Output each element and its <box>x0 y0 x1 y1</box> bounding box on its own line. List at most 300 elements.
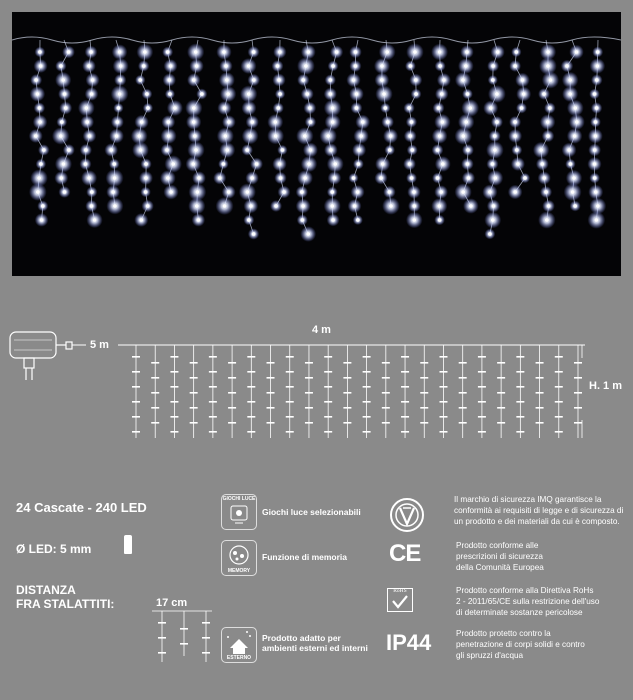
led-bulb <box>303 134 307 138</box>
diagram-led <box>516 356 524 358</box>
diagram-led <box>190 362 198 364</box>
led-bulb <box>309 148 313 152</box>
led-bulb <box>407 106 411 110</box>
diagram-led <box>382 407 390 409</box>
led-bulb <box>143 50 147 54</box>
led-bulb <box>247 106 251 110</box>
led-bulb <box>140 120 144 124</box>
diagram-led <box>536 362 544 364</box>
led-bulb <box>573 106 577 110</box>
led-bulb <box>464 120 468 124</box>
led-bulb <box>494 176 498 180</box>
diagram-led <box>363 371 371 373</box>
diagram-led <box>228 392 236 394</box>
led-bulb <box>436 148 440 152</box>
led-bulb <box>382 92 386 96</box>
diagram-led <box>478 356 486 358</box>
led-bulb <box>461 134 465 138</box>
led-bulb <box>329 92 333 96</box>
imq-text-line2: conformità ai requisiti di legge e di sicurezza di <box>454 506 624 515</box>
diagram-led <box>324 431 332 433</box>
led-bulb <box>355 106 359 110</box>
led-bulb <box>139 148 143 152</box>
led-bulb <box>465 50 469 54</box>
led-bulb <box>252 50 256 54</box>
rohs-icon-label: RoHS <box>393 588 407 594</box>
led-bulb <box>549 78 553 82</box>
diagram-led <box>343 362 351 364</box>
led-bulb <box>593 176 597 180</box>
led-bulb <box>227 120 231 124</box>
diagram-led <box>209 416 217 418</box>
led-bulb <box>40 218 44 222</box>
led-bulb <box>85 120 89 124</box>
diagram-led <box>170 416 178 418</box>
led-bulb <box>542 92 546 96</box>
diagram-led <box>516 431 524 433</box>
led-bulb <box>389 134 393 138</box>
diagram-led <box>478 401 486 403</box>
led-bulb <box>436 176 440 180</box>
power-adapter-icon <box>10 332 72 380</box>
led-bulb <box>520 106 524 110</box>
led-bulb <box>305 92 309 96</box>
led-bulb <box>468 106 472 110</box>
led-bulb <box>137 134 141 138</box>
diagram-led <box>478 431 486 433</box>
led-bulb <box>90 92 94 96</box>
led-bulb <box>139 218 143 222</box>
light-games-icon-label: GIOCHI LUCE <box>222 496 256 502</box>
led-bulb <box>118 78 122 82</box>
led-bulb <box>255 162 259 166</box>
led-bulb <box>91 78 95 82</box>
diagram-led <box>420 377 428 379</box>
diagram-led <box>555 431 563 433</box>
led-bulb <box>410 148 414 152</box>
led-bulb <box>329 78 333 82</box>
led-bulb <box>301 218 305 222</box>
led-bulb <box>329 148 333 152</box>
led-bulb <box>438 50 442 54</box>
led-bulb <box>333 162 337 166</box>
diagram-led <box>459 377 467 379</box>
led-bulb <box>354 50 358 54</box>
led-bulb <box>385 50 389 54</box>
outdoor-text-line1: Prodotto adatto per <box>262 633 341 643</box>
diagram-led <box>439 356 447 358</box>
led-bulb <box>495 120 499 124</box>
led-bulb <box>410 176 414 180</box>
led-bulb <box>461 78 465 82</box>
diagram-led <box>459 362 467 364</box>
diagram-led <box>574 407 582 409</box>
led-bulb <box>222 50 226 54</box>
led-bulb <box>521 78 525 82</box>
led-bulb <box>307 162 311 166</box>
diagram-led <box>324 386 332 388</box>
led-bulb <box>357 148 361 152</box>
led-bulb <box>113 176 117 180</box>
diagram-led <box>382 377 390 379</box>
led-bulb <box>222 162 226 166</box>
led-bulb <box>87 176 91 180</box>
diagram-led <box>420 362 428 364</box>
led-bulb <box>594 190 598 194</box>
led-bulb <box>359 134 363 138</box>
diagram-led <box>228 422 236 424</box>
diagram-led <box>228 407 236 409</box>
led-bulb <box>357 162 361 166</box>
led-bulb <box>197 218 201 222</box>
led-bulb <box>438 134 442 138</box>
diagram-led <box>151 377 159 379</box>
led-bulb <box>595 106 599 110</box>
led-bulb <box>118 50 122 54</box>
led-bulb <box>111 190 115 194</box>
led-bulb <box>596 64 600 68</box>
led-bulb <box>573 134 577 138</box>
led-bulb <box>330 204 334 208</box>
led-bulb <box>488 190 492 194</box>
diagram-led <box>363 401 371 403</box>
led-bulb <box>39 64 43 68</box>
diagram-led <box>132 356 140 358</box>
diagram-led <box>536 392 544 394</box>
led-bulb <box>63 92 67 96</box>
led-bulb <box>491 64 495 68</box>
led-bulb <box>333 176 337 180</box>
diagram-led <box>305 392 313 394</box>
led-diameter: Ø LED: 5 mm <box>16 542 92 556</box>
led-bulb <box>34 78 38 82</box>
led-bulb <box>225 78 229 82</box>
led-bulb <box>300 190 304 194</box>
led-bulb <box>548 106 552 110</box>
led-bulb <box>546 134 550 138</box>
led-bulb <box>381 162 385 166</box>
led-bulb <box>61 78 65 82</box>
diagram-led <box>170 371 178 373</box>
led-bulb <box>547 204 551 208</box>
led-bulb <box>223 106 227 110</box>
cascades-count: 24 Cascate - 240 LED <box>16 500 147 515</box>
led-bulb <box>301 78 305 82</box>
led-bulb <box>59 134 63 138</box>
led-bulb <box>112 162 116 166</box>
diagram-led <box>574 392 582 394</box>
diagram-led <box>305 422 313 424</box>
diagram-led <box>247 371 255 373</box>
led-bulb <box>408 134 412 138</box>
distance-value: 17 cm <box>156 597 188 609</box>
led-bulb <box>89 50 93 54</box>
diagram-led <box>439 371 447 373</box>
led-bulb <box>491 218 495 222</box>
led-bulb <box>90 190 94 194</box>
led-bulb <box>279 176 283 180</box>
led-bulb <box>546 64 550 68</box>
led-bulb <box>442 78 446 82</box>
led-bulb <box>245 148 249 152</box>
diagram-led <box>478 371 486 373</box>
light-games-text: Giochi luce selezionabili <box>262 507 361 517</box>
led-bulb <box>248 134 252 138</box>
led-bulb <box>567 148 571 152</box>
led-bulb <box>441 162 445 166</box>
led-bulb <box>166 50 170 54</box>
led-bulb <box>306 232 310 236</box>
led-bulb <box>388 148 392 152</box>
led-bulb <box>488 232 492 236</box>
led-bulb <box>195 204 199 208</box>
led-bulb <box>569 162 573 166</box>
led-bulb <box>41 204 45 208</box>
diagram-led <box>497 392 505 394</box>
led-bulb <box>39 162 43 166</box>
diagram-led <box>286 401 294 403</box>
diagram-led <box>343 422 351 424</box>
diagram-led <box>305 407 313 409</box>
curtain-height-label: H. 1 m <box>589 380 623 392</box>
diagram-led <box>209 356 217 358</box>
led-bulb <box>413 204 417 208</box>
rohs-text-line3: di determinate sostanze pericolose <box>456 608 583 617</box>
led-bulb <box>331 218 335 222</box>
diagram-led <box>209 386 217 388</box>
led-bulb <box>142 64 146 68</box>
led-bulb <box>356 218 360 222</box>
diagram-led <box>516 401 524 403</box>
led-bulb <box>277 106 281 110</box>
led-bulb <box>438 204 442 208</box>
diagram-led <box>151 422 159 424</box>
diagram-led <box>536 377 544 379</box>
led-bulb <box>169 190 173 194</box>
led-bulb <box>380 78 384 82</box>
led-bulb <box>593 148 597 152</box>
led-bulb <box>573 204 577 208</box>
diagram-led <box>305 377 313 379</box>
led-bulb <box>282 190 286 194</box>
led-bulb <box>60 120 64 124</box>
diagram-led <box>401 401 409 403</box>
led-bulb <box>281 148 285 152</box>
diagram-led <box>555 356 563 358</box>
led-bulb <box>469 204 473 208</box>
memory-icon-label: MEMORY <box>227 568 251 574</box>
led-bulb <box>144 176 148 180</box>
memory-text: Funzione di memoria <box>262 552 348 562</box>
led-curtain-photo <box>12 12 621 276</box>
led-bulb <box>304 64 308 68</box>
led-bulb <box>90 204 94 208</box>
led-bulb <box>247 64 251 68</box>
led-bulb <box>277 78 281 82</box>
led-bulb <box>145 92 149 96</box>
led-bulb <box>109 148 113 152</box>
led-bulb <box>192 78 196 82</box>
led-bulb <box>356 190 360 194</box>
led-bulb <box>413 50 417 54</box>
led-bulb <box>146 106 150 110</box>
led-bulb <box>36 190 40 194</box>
led-bulb <box>492 204 496 208</box>
led-bulb <box>195 64 199 68</box>
led-bulb <box>379 176 383 180</box>
led-bulb <box>575 120 579 124</box>
strand-spacing-drawing <box>150 610 220 665</box>
diagram-led <box>574 422 582 424</box>
technical-diagram <box>0 300 633 470</box>
led-bulb <box>38 106 42 110</box>
led-bulb <box>200 92 204 96</box>
led-bulb <box>575 50 579 54</box>
diagram-led <box>343 392 351 394</box>
diagram-led <box>401 356 409 358</box>
led-bulb <box>192 106 196 110</box>
diagram-led <box>497 422 505 424</box>
led-bulb <box>192 120 196 124</box>
diagram-led <box>555 386 563 388</box>
diagram-led <box>459 392 467 394</box>
led-bulb <box>568 92 572 96</box>
led-bulb <box>309 120 313 124</box>
diagram-led <box>459 422 467 424</box>
led-bulb <box>278 50 282 54</box>
diagram-led <box>267 422 275 424</box>
led-bulb <box>308 106 312 110</box>
led-bulb <box>250 120 254 124</box>
diagram-led <box>382 392 390 394</box>
led-bulb <box>565 64 569 68</box>
diagram-led <box>363 386 371 388</box>
diagram-led <box>516 416 524 418</box>
led-bulb <box>168 92 172 96</box>
diagram-led <box>286 416 294 418</box>
led-bulb <box>249 204 253 208</box>
led-bulb <box>116 120 120 124</box>
led-bulb <box>513 64 517 68</box>
diagram-led <box>536 407 544 409</box>
led-bulb <box>331 64 335 68</box>
diagram-led <box>478 416 486 418</box>
led-bulb <box>409 64 413 68</box>
diagram-led <box>286 431 294 433</box>
imq-text-line1: Il marchio di sicurezza IMQ garantisce la <box>454 495 602 504</box>
outdoor-text-line2: ambienti esterni ed interni <box>262 643 368 653</box>
diagram-led <box>497 407 505 409</box>
led-bulb <box>36 92 40 96</box>
diagram-led <box>247 401 255 403</box>
led-bulb <box>594 134 598 138</box>
imq-mark-icon <box>387 496 427 534</box>
led-bulb <box>544 190 548 194</box>
led-bulb <box>173 106 177 110</box>
led-bulb <box>273 120 277 124</box>
led-bulb <box>246 190 250 194</box>
led-bulb <box>167 134 171 138</box>
led-bulb <box>380 64 384 68</box>
led-bulb <box>410 120 414 124</box>
diagram-led <box>267 362 275 364</box>
curtain-width-label: 4 m <box>312 324 331 336</box>
diagram-led <box>516 371 524 373</box>
diagram-led <box>247 416 255 418</box>
led-bulb <box>546 50 550 54</box>
led-bulb <box>354 64 358 68</box>
led-bulb <box>227 190 231 194</box>
led-bulb <box>274 204 278 208</box>
diagram-led <box>190 377 198 379</box>
diagram-led <box>132 401 140 403</box>
led-bulb <box>197 176 201 180</box>
led-bulb <box>60 176 64 180</box>
led-bulb <box>437 106 441 110</box>
diagram-led <box>401 431 409 433</box>
ce-text-line1: Prodotto conforme alle <box>456 541 539 550</box>
diagram-led <box>286 371 294 373</box>
led-bulb <box>326 134 330 138</box>
led-bulb <box>568 78 572 82</box>
led-bulb <box>572 176 576 180</box>
led-bulb <box>64 106 68 110</box>
led-bulb <box>496 50 500 54</box>
diagram-led <box>247 356 255 358</box>
led-bulb <box>194 50 198 54</box>
imq-text-line3: un prodotto e dei materiali da cui è composto. <box>454 517 620 526</box>
diagram-led <box>324 416 332 418</box>
diagram-led <box>190 407 198 409</box>
led-bulb <box>85 106 89 110</box>
diagram-led <box>132 386 140 388</box>
diagram-led <box>555 371 563 373</box>
led-bulb <box>113 204 117 208</box>
led-bulb <box>412 190 416 194</box>
led-bulb <box>331 120 335 124</box>
ce-text-line3: della Comunità Europea <box>456 563 544 572</box>
led-bulb <box>593 92 597 96</box>
diagram-led <box>420 392 428 394</box>
led-bulb <box>594 120 598 124</box>
diagram-led <box>420 422 428 424</box>
led-bulb <box>355 92 359 96</box>
led-bulb <box>42 148 46 152</box>
led-bulb <box>218 176 222 180</box>
diagram-led <box>516 386 524 388</box>
diagram-led <box>170 386 178 388</box>
led-bulb <box>38 120 42 124</box>
led-bulb <box>352 176 356 180</box>
led-bulb <box>247 218 251 222</box>
led-bulb <box>167 120 171 124</box>
diagram-led <box>267 407 275 409</box>
led-bulb <box>250 176 254 180</box>
led-bulb <box>353 204 357 208</box>
diagram-led <box>439 401 447 403</box>
led-bulb <box>307 50 311 54</box>
led-bulb-icon <box>124 535 132 554</box>
diagram-led <box>363 356 371 358</box>
diagram-led <box>267 392 275 394</box>
diagram-led <box>151 407 159 409</box>
led-bulb <box>438 218 442 222</box>
led-bulb <box>438 64 442 68</box>
led-bulb <box>441 120 445 124</box>
diagram-led <box>228 377 236 379</box>
led-bulb <box>63 190 67 194</box>
led-bulb <box>539 148 543 152</box>
